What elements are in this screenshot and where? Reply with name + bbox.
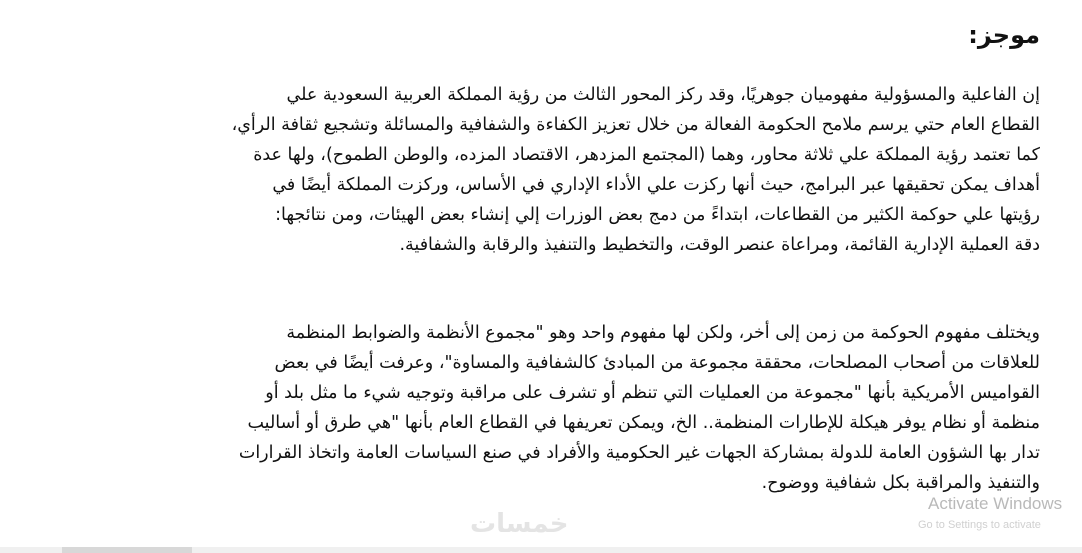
activate-windows-subtext: Go to Settings to activate <box>918 519 1041 531</box>
activate-windows-watermark: Activate Windows <box>928 494 1063 513</box>
paragraph-line: منظمة أو نظام يوفر هيكلة للإطارات المنظمة.. الخ، ويمكن تعريفها في القطاع العام بأنها "هي طرق أو أساليب <box>247 413 1040 433</box>
paragraph-line: رؤيتها علي حوكمة الكثير من القطاعات، ابتداءً من دمج بعض الوزرات إلي إنشاء بعض الهيئات، ومن نتائجها: <box>275 205 1040 225</box>
paragraph-line: أهداف يمكن تحقيقها عبر البرامج، حيث أنها ركزت علي الأداء الإداري في الأساس، وركزت المملكة أيضًا في <box>272 175 1040 195</box>
paragraph-2 <box>44 318 1040 498</box>
paragraph-line: القطاع العام حتي يرسم ملامح الحكومة الفعالة من خلال تعزيز الكفاءة والشفافية والمسائلة وتشجيع ثقافة الرأي، <box>231 115 1040 135</box>
scrollbar-thumb[interactable] <box>62 547 192 553</box>
paragraph-line: دقة العملية الإدارية القائمة، ومراعاة عنصر الوقت، والتخطيط والتنفيذ والرقابة والشفافية. <box>399 235 1040 255</box>
paragraph-line: ويختلف مفهوم الحوكمة من زمن إلى أخر، ولكن لها مفهوم واحد وهو "مجموع الأنظمة والضوابط المنظمة <box>286 323 1040 343</box>
paragraph-line: القواميس الأمريكية بأنها "مجموعة من العمليات التي تنظم أو تشرف على مراقبة وتوجيه شيء ما مثل بلد أو <box>265 383 1040 403</box>
paragraph-1 <box>44 80 1040 260</box>
paragraph-line: كما تعتمد رؤية المملكة علي ثلاثة محاور، وهما (المجتمع المزدهر، الاقتصاد المزده، والوطن الطموح)، ولها عدة <box>253 145 1040 165</box>
paragraph-line: تدار بها الشؤون العامة للدولة بمشاركة الجهات غير الحكومية والأفراد في صنع السياسات العامة واتخاذ القرارات <box>238 443 1040 463</box>
document-heading: موجز: <box>968 21 1040 49</box>
logo-watermark: خمسات <box>470 509 569 539</box>
paragraph-line: إن الفاعلية والمسؤولية مفهوميان جوهريًا، وقد ركز المحور الثالث من رؤية المملكة العربية السعودية علي <box>286 85 1040 105</box>
paragraph-line: للعلاقات من أصحاب المصلحات، محققة مجموعة من المبادئ كالشفافية والمساوة"، وعرفت أيضًا في بعض <box>274 353 1040 373</box>
paragraph-line: والتنفيذ والمراقبة بكل شفافية ووضوح. <box>761 473 1040 493</box>
